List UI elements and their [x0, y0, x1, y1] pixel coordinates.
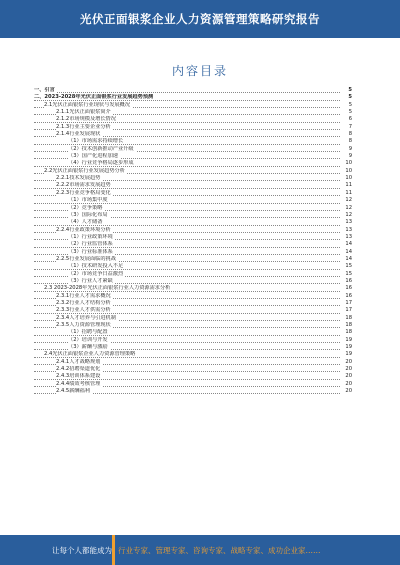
toc-page-number: 19	[345, 336, 352, 343]
toc-page-number: 5	[348, 94, 352, 101]
toc-entry-text: 2.4.4绩效考核管理	[56, 380, 101, 387]
toc-page-number: 16	[345, 277, 352, 284]
toc-entry[interactable]	[34, 293, 352, 300]
toc-entry-text: 一、引言	[34, 87, 55, 93]
toc-entry[interactable]	[34, 315, 352, 322]
toc-entry[interactable]	[34, 168, 352, 175]
toc-page-number: 13	[345, 226, 352, 233]
toc-entry[interactable]	[34, 234, 352, 241]
toc-entry-text: （4）行业竞争格局逐步形成	[68, 160, 134, 167]
toc-entry[interactable]	[34, 278, 352, 285]
toc-page-number: 12	[345, 211, 352, 218]
toc-entry[interactable]	[34, 344, 352, 351]
toc-entry-text: 2.1.1光伏正面银浆简介	[56, 109, 111, 116]
toc-entry[interactable]	[34, 366, 352, 373]
footer-slogan-left: 让每个人都能成为	[52, 546, 112, 555]
toc-entry-text: 2.3.3行业人才供需分析	[56, 307, 111, 314]
toc-entry[interactable]	[34, 131, 352, 138]
toc-entry-text: 2.3 2023-2028年光伏正面银浆行业人力资源需求分析	[44, 285, 171, 292]
toc-entry[interactable]	[34, 241, 352, 248]
footer-slogan-right: 行业专家、管理专家、咨询专家、战略专家、成功企业家……	[118, 546, 321, 555]
toc-entry[interactable]	[34, 329, 352, 336]
toc-entry[interactable]	[34, 227, 352, 234]
toc-page-number: 5	[348, 87, 352, 93]
toc-entry-text: 2.2.1技术发展趋势	[56, 175, 101, 182]
toc-entry-text: （1）市场需求持续增长	[68, 138, 124, 145]
toc-entry[interactable]	[34, 102, 352, 109]
toc-page-number: 18	[345, 322, 352, 328]
toc-leader-dots	[34, 92, 340, 93]
toc-entry-text: 2.1.3行业主要企业分析	[56, 123, 111, 130]
toc-entry[interactable]	[34, 205, 352, 212]
toc-entry-text: 2.2.2市场需求发展趋势	[56, 182, 111, 189]
toc-entry-text: 2.3.1行业人才需求概况	[56, 292, 111, 299]
toc-page-number: 8	[348, 138, 352, 145]
toc-entry[interactable]	[34, 359, 352, 366]
toc-entry[interactable]	[34, 138, 352, 145]
toc-entry[interactable]	[34, 256, 352, 263]
toc-entry-text: （3）薪酬与激励	[68, 344, 108, 351]
toc-entry-text: 2.2.4行业政策环境分析	[56, 226, 111, 233]
toc-heading: 内容目录	[171, 64, 228, 78]
toc-entry[interactable]	[34, 351, 352, 358]
footer-divider	[112, 535, 115, 565]
toc-entry-text: （1）技术研发投入不足	[68, 263, 124, 270]
toc-page-number: 15	[345, 270, 352, 277]
toc-page-number: 13	[345, 219, 352, 226]
toc-page-number: 19	[345, 351, 352, 358]
toc-entry[interactable]	[34, 212, 352, 219]
toc-entry-text: （2）培训与开发	[68, 336, 108, 343]
toc-entry-text: （3）国际化布局	[68, 211, 108, 218]
toc-entry[interactable]	[34, 94, 352, 101]
toc-entry[interactable]	[34, 87, 352, 94]
toc-entry-text: （3）行业标准体系	[68, 248, 113, 255]
toc-entry[interactable]	[34, 263, 352, 270]
toc-entry-text: 2.4.5薪酬福利	[56, 388, 90, 395]
toc-entry-text: 2.4.3培训体系建设	[56, 373, 101, 380]
toc-entry-text: 2.3.5人力资源管理现状	[56, 322, 111, 328]
toc-page-number: 20	[345, 373, 352, 380]
header-banner	[0, 0, 400, 38]
toc-page-number: 11	[345, 182, 352, 189]
toc-page-number: 14	[345, 255, 352, 262]
toc-entry[interactable]	[34, 109, 352, 116]
toc-page-number: 16	[345, 292, 352, 299]
toc-page-number: 5	[348, 109, 352, 116]
toc-page-number: 10	[345, 167, 352, 174]
toc-entry[interactable]	[34, 219, 352, 226]
toc-page-number: 20	[345, 380, 352, 387]
toc-page-number: 20	[345, 358, 352, 365]
toc-entry[interactable]	[34, 300, 352, 307]
toc-entry[interactable]	[34, 153, 352, 160]
toc-page-number: 15	[345, 263, 352, 270]
toc-entry[interactable]	[34, 271, 352, 278]
toc-page-number: 13	[345, 233, 352, 240]
toc-page-number: 6	[348, 116, 352, 123]
toc-entry-text: （1）行业政策环境	[68, 233, 113, 240]
toc-entry[interactable]	[34, 337, 352, 344]
toc-entry[interactable]	[34, 124, 352, 131]
toc-entry-text: 2.3.4人才培养与引进机制	[56, 314, 116, 321]
toc-entry-text: （1）市场集中度	[68, 197, 108, 204]
toc-entry-text: 2.3.2行业人才结构分析	[56, 299, 111, 306]
toc-entry[interactable]	[34, 307, 352, 314]
toc-entry-text: （2）市场竞争日益激烈	[68, 270, 124, 277]
toc-entry-text: 2.2光伏正面银浆行业发展趋势分析	[44, 167, 125, 174]
toc-entry-text: （3）行业人才紧缺	[68, 277, 113, 284]
toc-page-number: 18	[345, 314, 352, 321]
toc-page-number: 14	[345, 241, 352, 248]
toc-entry[interactable]	[34, 381, 352, 388]
toc-page-number: 20	[345, 388, 352, 395]
toc-page-number: 12	[345, 197, 352, 204]
toc-page-number: 19	[345, 344, 352, 351]
toc-page-number: 17	[345, 307, 352, 314]
toc-entry-text: 2.4.1人才战略规划	[56, 358, 101, 365]
toc-page-number: 7	[348, 123, 352, 130]
table-of-contents	[34, 87, 352, 395]
toc-entry[interactable]	[34, 190, 352, 197]
toc-page-number: 17	[345, 299, 352, 306]
toc-page-number: 14	[345, 248, 352, 255]
toc-entry-text: 2.4光伏正面银浆企业人力资源管理策略	[44, 351, 136, 358]
toc-page-number: 12	[345, 204, 352, 211]
toc-entry[interactable]	[34, 182, 352, 189]
toc-entry-text: 2.1光伏正面银浆行业现状与发展概况	[44, 101, 131, 108]
toc-entry-text: （2）竞争策略	[68, 204, 103, 211]
toc-entry[interactable]	[34, 175, 352, 182]
footer-banner	[0, 535, 400, 565]
toc-entry[interactable]	[34, 116, 352, 123]
toc-entry[interactable]	[34, 249, 352, 256]
toc-entry[interactable]	[34, 322, 352, 329]
toc-entry[interactable]	[34, 197, 352, 204]
toc-page-number: 10	[345, 175, 352, 182]
toc-page-number: 18	[345, 329, 352, 336]
toc-entry[interactable]	[34, 388, 352, 395]
toc-entry[interactable]	[34, 160, 352, 167]
toc-entry-text: 二、2023-2028年光伏正面银浆行业发展趋势预测	[34, 94, 154, 101]
toc-entry[interactable]	[34, 373, 352, 380]
toc-entry-text: （2）行业监管体系	[68, 241, 113, 248]
toc-page-number: 10	[345, 160, 352, 167]
toc-entry-text: 2.4.2招聘渠道优化	[56, 366, 101, 373]
toc-page-number: 9	[348, 153, 352, 160]
toc-page-number: 8	[348, 131, 352, 138]
toc-page-number: 5	[348, 101, 352, 108]
toc-entry-text: （4）人才储备	[68, 219, 103, 226]
document-title: 光伏正面银浆企业人力资源管理策略研究报告	[80, 12, 320, 26]
toc-entry-text: 2.1.4行业发展现状	[56, 131, 101, 138]
toc-entry-text: 2.2.3行业竞争格局变化	[56, 189, 111, 196]
toc-page-number: 16	[345, 285, 352, 292]
toc-entry-text: （3）国产化进程加速	[68, 153, 118, 160]
toc-entry[interactable]	[34, 285, 352, 292]
toc-page-number: 20	[345, 366, 352, 373]
toc-entry-text: 2.1.2市场规模及增长情况	[56, 116, 116, 123]
toc-entry[interactable]	[34, 146, 352, 153]
toc-page-number: 9	[348, 145, 352, 152]
toc-page-number: 11	[345, 189, 352, 196]
toc-entry-text: （1）招聘与配置	[68, 329, 108, 336]
toc-entry-text: 2.2.5行业发展面临的挑战	[56, 255, 116, 262]
toc-entry-text: （2）技术创新推动产业升级	[68, 145, 134, 152]
